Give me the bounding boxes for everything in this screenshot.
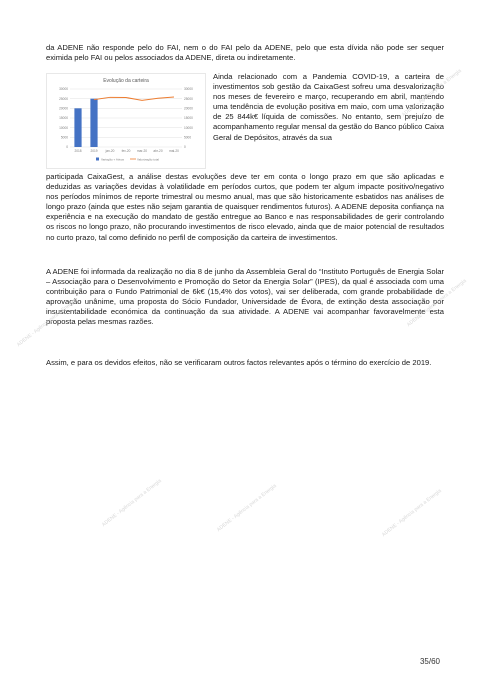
bar	[90, 99, 97, 147]
y-tick-label-right: 0	[184, 145, 186, 150]
y-tick-label-right: 25000	[184, 96, 193, 101]
chart-title: Evolução da carteira	[103, 78, 149, 84]
paragraph-caixagest-continued: participada CaixaGest, a análise destas evoluções deve ter em conta o longo prazo em que são aplicadas e deduzidas as variações devidas à volatilidade em períodos curtos, que podem ter algum impacte positivo/negativo nos períodos mínimos de reporte trimestral ou mesmo anual, mas que são historicamente esbatidos nas análises de longo prazo (ainda que estes não sejam garantia de quaisquer rendimentos futuros). A ADENE deposita confiança na experiência e na execução do mandato de gestão entregue ao Banco e nas responsabilidades de gerir controlando os riscos no longo prazo, não procurando investimentos de risco elevado, ainda que de maior potencial de resultados no curto prazo, tal como definido no perfil de composição da carteira de investimentos.	[46, 172, 444, 242]
paragraph-caixagest: Ainda relacionado com a Pandemia COVID-19, a carteira de investimentos sob gestão da CaixaGest sofreu uma desvalorização nos meses de fevereiro e março, recuperando em abril, mantendo uma tendência de evolução positiva em maio, com uma valorização de 25 844k€ líquida de comissões. No entanto, sem prejuízo de acompanhamento regular mensal da gestão do Banco público Caixa Geral de Depósitos, através da sua	[213, 72, 444, 142]
watermark: ADENE - Agência para a Energia	[15, 297, 78, 349]
bar	[74, 108, 81, 147]
x-tick-label: jan-20	[105, 149, 115, 153]
watermark: ADENE - Agência para a Energia	[405, 277, 468, 329]
paragraph-fai: da ADENE não responde pelo do FAI, nem o do FAI pelo da ADENE, pelo que esta dívida não pode ser sequer eximida pelo FAI ou pelos associados da ADENE, direta ou indiretamente.	[46, 43, 444, 63]
y-tick-label-right: 10000	[184, 125, 193, 130]
portfolio-chart-svg	[46, 73, 206, 169]
y-tick-label-right: 5000	[184, 135, 192, 140]
x-tick-label: mar-20	[136, 149, 148, 153]
y-tick-label-left: 0	[66, 145, 68, 150]
legend-label: Valorização total	[137, 157, 159, 162]
legend-label: Variação + Ativos	[101, 157, 125, 162]
y-tick-label-right: 15000	[184, 116, 193, 121]
y-tick-label-left: 20000	[59, 106, 68, 111]
watermark: ADENE - Agência para a Energia	[380, 487, 443, 539]
portfolio-chart	[46, 73, 206, 169]
y-tick-label-right: 20000	[184, 106, 193, 111]
y-tick-label-left: 15000	[59, 116, 68, 121]
paragraph-closing: Assim, e para os devidos efeitos, não se verificaram outros factos relevantes após o término do exercício de 2019.	[46, 358, 432, 367]
x-tick-label: 2019	[90, 149, 98, 153]
watermark: ADENE - Agência para a Energia	[215, 482, 278, 534]
y-tick-label-left: 30000	[59, 87, 68, 92]
paragraph-ipes: A ADENE foi informada da realização no dia 8 de junho da Assembleia Geral do “Instituto Português de Energia Solar – Associação para o Desenvolvimento e Promoção do Setor da Energia Solar” (IPES), da qual é associada com uma contribuição para o Fundo Patrimonial de 6k€ (15,4% dos votos), vai ser deliberada, com grande probabilidade de aprovação unânime, uma proposta do Sócio Fundador, Universidade de Évora, de extinção desta associação por insustentabilidade económica da continuação da sua atividade. A ADENE vai acompanhar favoravelmente esta proposta pelas mesmas razões.	[46, 267, 444, 327]
watermark: ADENE - Agência para a Energia	[400, 67, 463, 119]
x-tick-label: abr-20	[153, 149, 163, 153]
watermark: ADENE - Agência para a Energia	[100, 477, 163, 529]
chart-frame	[47, 74, 206, 169]
x-tick-label: 2018	[74, 149, 82, 153]
x-tick-label: fev-20	[121, 149, 131, 153]
page-number: 35/60	[419, 657, 440, 666]
x-tick-label: mai-20	[169, 149, 179, 153]
y-tick-label-left: 25000	[59, 96, 68, 101]
y-tick-label-right: 30000	[184, 87, 193, 92]
legend-swatch	[96, 158, 99, 161]
y-tick-label-left: 10000	[59, 125, 68, 130]
y-tick-label-left: 5000	[60, 135, 68, 140]
